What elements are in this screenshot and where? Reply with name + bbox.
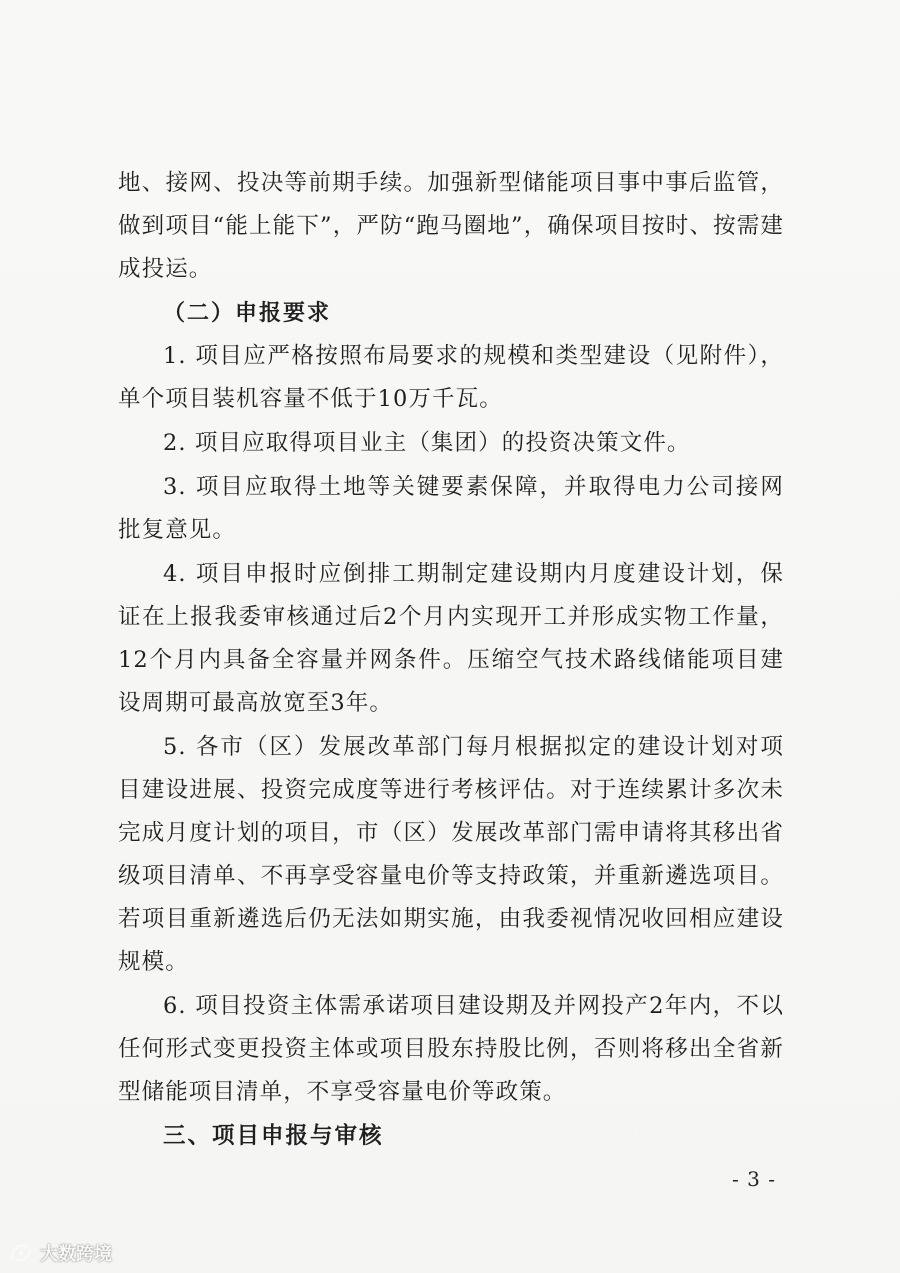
subheading-application-requirements: （二）申报要求 [163, 301, 332, 326]
watermark-text: 大数跨境 [40, 1244, 112, 1265]
watermark [8, 1240, 112, 1266]
requirement-item-1: 1. 项目应严格按照布局要求的规模和类型建设（见附件），单个项目装机容量不低于10万千瓦。 [118, 343, 784, 412]
requirement-item-6: 6. 项目投资主体需承诺项目建设期及并网投产2年内，不以任何形式变更投资主体或项目股东持股比例，否则将移出全省新型储能项目清单，不享受容量电价等政策。 [118, 993, 784, 1105]
section-heading-application-review: 三、项目申报与审核 [163, 1123, 384, 1149]
requirement-item-4: 4. 项目申报时应倒排工期制定建设期内月度建设计划，保证在上报我委审核通过后2个月内实现开工并形成实物工作量，12个月内具备全容量并网条件。压缩空气技术路线储能项目建设周期可最高放宽至3年。 [118, 561, 784, 716]
page-number: - 3 - [732, 1167, 776, 1191]
requirement-item-3: 3. 项目应取得土地等关键要素保障，并取得电力公司接网批复意见。 [118, 474, 784, 543]
document-body [118, 162, 784, 1158]
brand-logo-icon [8, 1242, 34, 1264]
paragraph-approval-procedures: 地、接网、投决等前期手续。加强新型储能项目事中事后监管，做到项目“能上能下”，严防“跑马圈地”，确保项目按时、按需建成投运。 [118, 170, 784, 282]
requirement-item-5: 5. 各市（区）发展改革部门每月根据拟定的建设计划对项目建设进展、投资完成度等进行考核评估。对于连续累计多次未完成月度计划的项目，市（区）发展改革部门需申请将其移出省级项目清单、不再享受容量电价等支持政策，并重新遴选项目。若项目重新遴选后仍无法如期实施，由我委视情况收回相应建设规模。 [118, 734, 784, 975]
requirement-item-2: 2. 项目应取得项目业主（集团）的投资决策文件。 [163, 430, 691, 456]
